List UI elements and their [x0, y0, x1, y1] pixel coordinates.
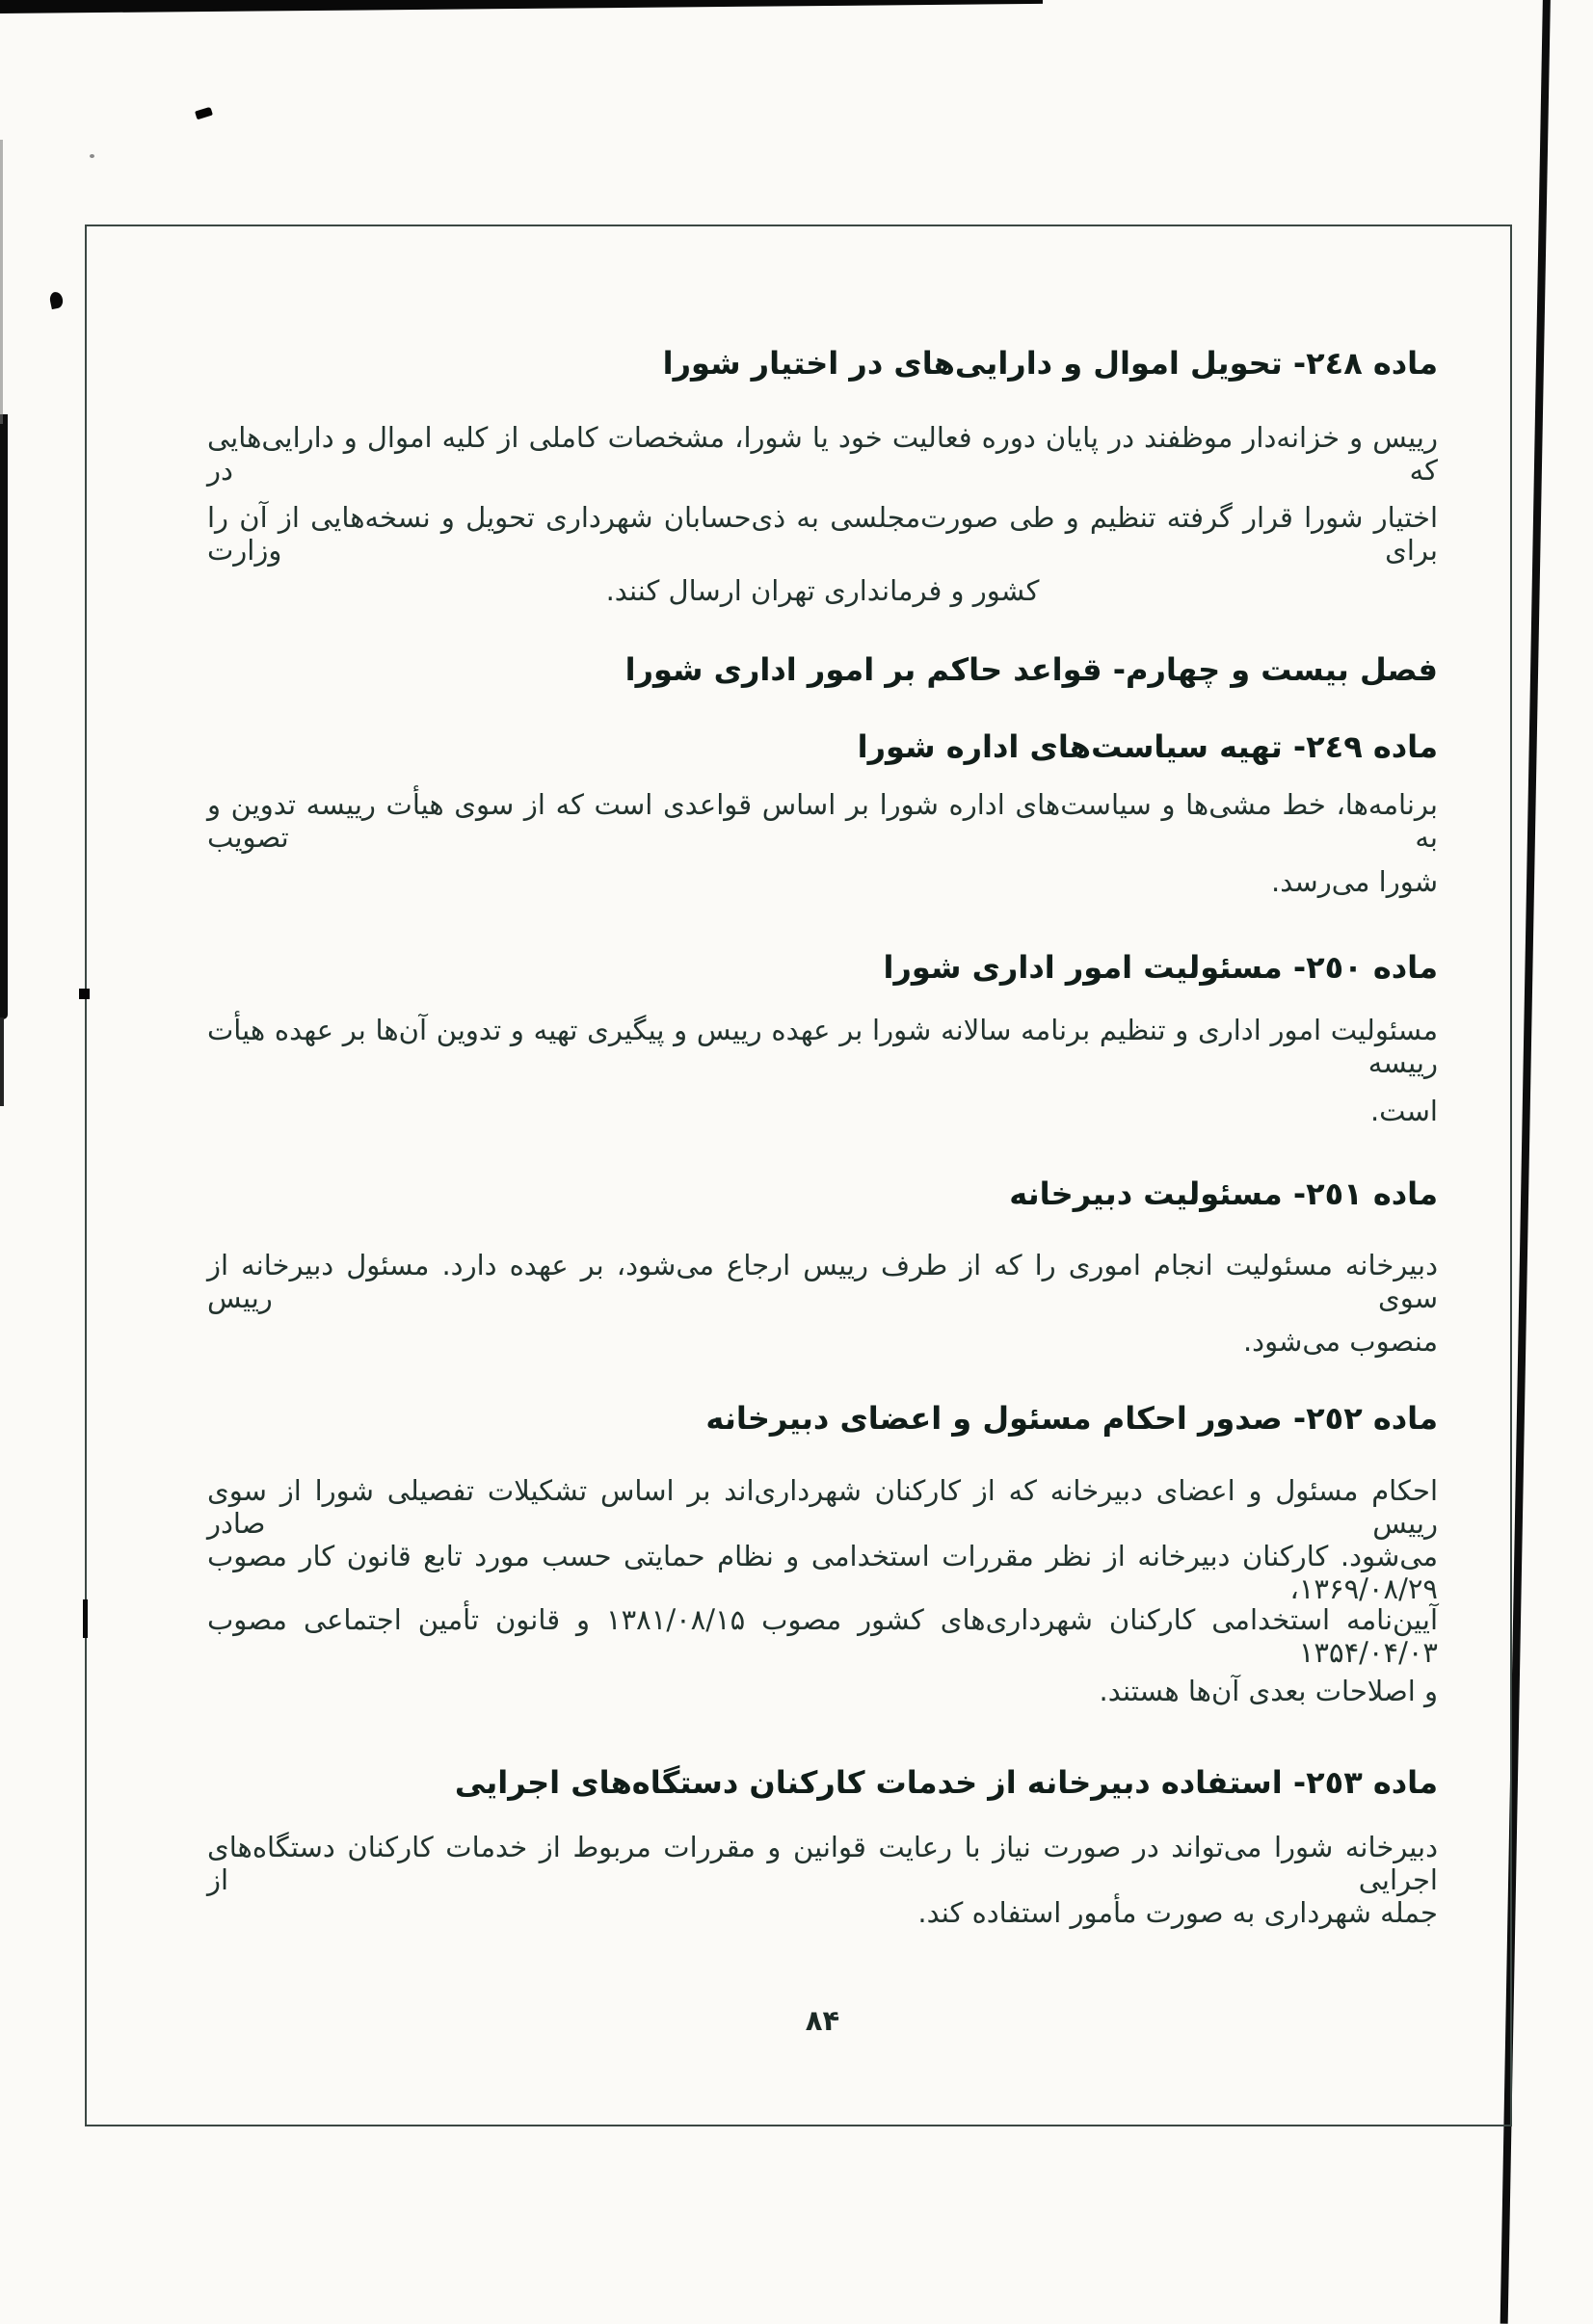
- page-number: ۸۴: [805, 2004, 840, 2037]
- article-251-heading: ماده ٢٥١- مسئولیت دبیرخانه: [1009, 1175, 1438, 1212]
- article-252-line-1: احکام مسئول و اعضای دبیرخانه که از کارکنان شهرداری‌اند بر اساس تشکیلات تفصیلی شورا از سوی رییس صادر: [207, 1474, 1438, 1540]
- article-248-line-3: کشور و فرمانداری تهران ارسال کنند.: [605, 574, 1040, 607]
- article-249-heading: ماده ٢٤٩- تهیه سیاست‌های اداره شورا: [857, 728, 1438, 765]
- article-248-heading: ماده ٢٤٨- تحویل اموال و دارایی‌های در اختیار شورا: [662, 345, 1438, 382]
- ink-speck: [90, 154, 94, 158]
- article-250-line-1: مسئولیت امور اداری و تنظیم برنامه سالانه شورا بر عهده رییس و پیگیری تهیه و تدوین آن‌ها بر عهده هیأت رییسه: [207, 1014, 1438, 1079]
- ink-speck: [83, 1599, 88, 1638]
- chapter-24-heading: فصل بیست و چهارم- قواعد حاکم بر امور اداری شورا: [624, 651, 1438, 688]
- document-content: [207, 0, 1438, 2252]
- article-253-heading: ماده ٢٥٣- استفاده دبیرخانه از خدمات کارکنان دستگاه‌های اجرایی: [454, 1764, 1438, 1801]
- left-edge-artifact-tail: [0, 1017, 4, 1106]
- article-249-line-2: شورا می‌رسد.: [1270, 865, 1438, 898]
- article-248-line-2: اختیار شورا قرار گرفته تنظیم و طی صورت‌مجلسی به ذی‌حسابان شهرداری تحویل و نسخه‌هایی از آن را برای وزارت: [207, 501, 1438, 567]
- left-edge-scan-artifact: [0, 414, 8, 1019]
- article-252-line-3: آیین‌نامه استخدامی کارکنان شهرداری‌های کشور مصوب ۱۳۸۱/۰۸/۱۵ و قانون تأمین اجتماعی مصوب ۱۳۵۴/۰۴/۰۳: [207, 1603, 1438, 1669]
- article-248-line-1: رییس و خزانه‌دار موظفند در پایان دوره فعالیت خود یا شورا، مشخصات کاملی از کلیه اموال و دارایی‌هایی که در: [207, 421, 1438, 487]
- article-249-line-1: برنامه‌ها، خط مشی‌ها و سیاست‌های اداره شورا بر اساس قواعدی است که از سوی هیأت رییسه تدوین و به تصویب: [207, 788, 1438, 854]
- ink-speck: [48, 291, 64, 309]
- ink-speck: [79, 989, 90, 999]
- article-253-line-1: دبیرخانه شورا می‌تواند در صورت نیاز با رعایت قوانین و مقررات مربوط از خدمات کارکنان دستگاه‌های اجرایی از: [207, 1831, 1438, 1896]
- article-251-line-2: منصوب می‌شود.: [1242, 1325, 1438, 1358]
- article-253-line-2: جمله شهرداری به صورت مأمور استفاده کند.: [917, 1896, 1438, 1929]
- left-edge-faint-line: [0, 140, 3, 424]
- article-251-line-1: دبیرخانه مسئولیت انجام اموری را که از طرف رییس ارجاع می‌شود، بر عهده دارد. مسئول دبیرخانه از سوی رییس: [207, 1249, 1438, 1314]
- article-252-line-2: می‌شود. کارکنان دبیرخانه از نظر مقررات استخدامی و نظام حمایتی حسب مورد تابع قانون کار مصوب ۱۳۶۹/۰۸/۲۹،: [207, 1540, 1438, 1605]
- article-250-heading: ماده ٢٥٠- مسئولیت امور اداری شورا: [883, 949, 1438, 986]
- article-252-line-4: و اصلاحات بعدی آن‌ها هستند.: [1099, 1675, 1438, 1707]
- article-250-line-2: است.: [1369, 1095, 1438, 1127]
- article-252-heading: ماده ٢٥٢- صدور احکام مسئول و اعضای دبیرخانه: [705, 1400, 1438, 1437]
